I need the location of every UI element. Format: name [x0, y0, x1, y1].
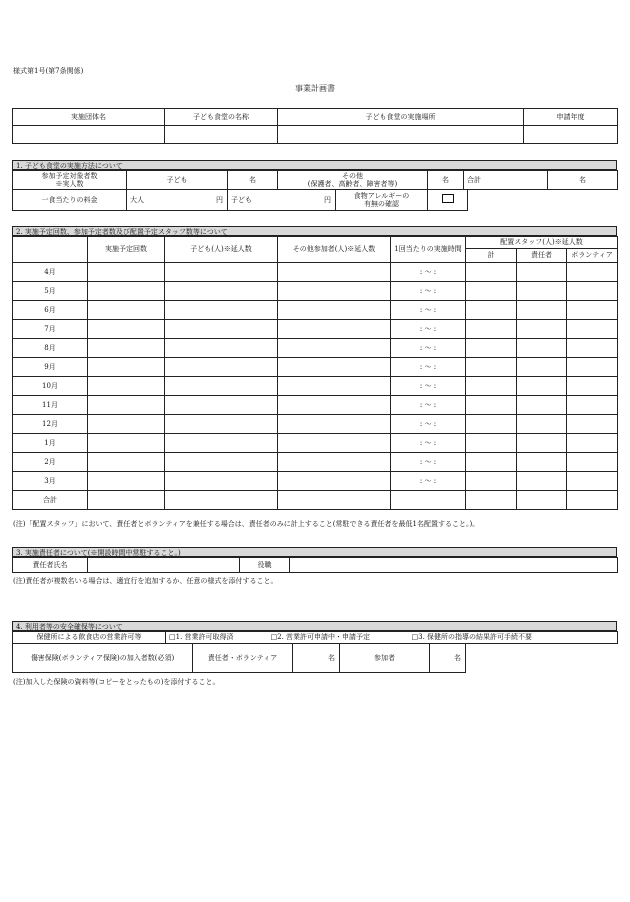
month-row: [13, 434, 618, 453]
plan-cell[interactable]: [567, 301, 618, 320]
plan-cell[interactable]: [278, 282, 391, 301]
plan-cell[interactable]: [466, 434, 517, 453]
month-label: 11月: [13, 396, 88, 415]
section-1-title: 1. 子ども食堂の実施方法について: [12, 160, 617, 170]
plan-cell[interactable]: [567, 358, 618, 377]
header-others: その他参加者(人)※延人数: [278, 237, 391, 263]
plan-cell[interactable]: [278, 263, 391, 282]
plan-cell[interactable]: [517, 263, 567, 282]
plan-cell[interactable]: [165, 358, 278, 377]
plan-cell[interactable]: [466, 415, 517, 434]
plan-cell[interactable]: [466, 263, 517, 282]
header-location: 子ども食堂の実施場所: [278, 109, 524, 126]
plan-cell[interactable]: [567, 434, 618, 453]
header-month-blank: [13, 237, 88, 263]
other-unit[interactable]: 名: [428, 171, 464, 190]
child-fee-yen[interactable]: 円: [268, 190, 336, 211]
permit-option-1[interactable]: □1. 営業許可取得済: [166, 632, 268, 644]
plan-cell[interactable]: [517, 434, 567, 453]
plan-cell[interactable]: [88, 377, 165, 396]
plan-cell[interactable]: [278, 358, 391, 377]
time-field[interactable]: : ～ :: [391, 377, 466, 396]
header-fiscal-year: 申請年度: [524, 109, 618, 126]
plan-cell[interactable]: [165, 339, 278, 358]
time-field[interactable]: : ～ :: [391, 320, 466, 339]
header-time: 1回当たりの実施時間: [391, 237, 466, 263]
plan-cell[interactable]: [165, 377, 278, 396]
month-label: 7月: [13, 320, 88, 339]
month-label: 1月: [13, 434, 88, 453]
header-staff-total: 計: [466, 249, 517, 263]
participants-label: 参加予定対象者数 ※実人数: [13, 171, 127, 190]
plan-cell[interactable]: [165, 282, 278, 301]
time-field[interactable]: : ～ :: [391, 282, 466, 301]
plan-cell[interactable]: [466, 282, 517, 301]
allergy-checkbox[interactable]: [428, 190, 468, 211]
position-label: 役職: [240, 558, 290, 573]
permit-option-2[interactable]: □2. 営業許可申請中・申請予定: [268, 632, 409, 644]
plan-cell[interactable]: [88, 339, 165, 358]
month-row: [13, 339, 618, 358]
plan-cell[interactable]: [278, 453, 391, 472]
plan-cell[interactable]: [517, 320, 567, 339]
insurance-staff-label: 責任者・ボランティア: [193, 644, 293, 673]
plan-cell[interactable]: [567, 453, 618, 472]
fiscal-year-field[interactable]: [524, 126, 618, 144]
form-label: 様式第1号(第7条関係): [13, 67, 84, 75]
header-count: 実施予定回数: [88, 237, 165, 263]
position-field[interactable]: [290, 558, 618, 573]
cafeteria-name-field[interactable]: [165, 126, 278, 144]
adult-fee-yen[interactable]: 円: [180, 190, 228, 211]
organization-field[interactable]: [13, 126, 165, 144]
child-label: 子ども: [228, 190, 268, 211]
header-children: 子ども(人)※延人数: [165, 237, 278, 263]
plan-cell[interactable]: [165, 415, 278, 434]
plan-cell[interactable]: [165, 320, 278, 339]
plan-cell[interactable]: [466, 377, 517, 396]
plan-cell[interactable]: [88, 282, 165, 301]
month-label: 6月: [13, 301, 88, 320]
plan-cell[interactable]: [466, 301, 517, 320]
plan-cell[interactable]: [466, 358, 517, 377]
month-row: [13, 472, 618, 491]
responsible-name-field[interactable]: [88, 558, 240, 573]
month-label: 9月: [13, 358, 88, 377]
plan-cell[interactable]: [466, 491, 517, 510]
plan-cell[interactable]: [567, 491, 618, 510]
total-label: 合計: [464, 171, 548, 190]
plan-cell[interactable]: [278, 377, 391, 396]
plan-cell[interactable]: [278, 415, 391, 434]
plan-cell[interactable]: [88, 358, 165, 377]
insurance-participants-count[interactable]: 名: [430, 644, 466, 673]
plan-cell[interactable]: [88, 301, 165, 320]
month-row: [13, 320, 618, 339]
plan-cell[interactable]: [567, 263, 618, 282]
plan-cell[interactable]: [165, 453, 278, 472]
plan-cell[interactable]: [88, 491, 165, 510]
plan-cell[interactable]: [466, 396, 517, 415]
adult-label: 大人: [127, 190, 180, 211]
month-row: [13, 282, 618, 301]
plan-cell[interactable]: [567, 377, 618, 396]
plan-cell[interactable]: [165, 472, 278, 491]
header-organization: 実施団体名: [13, 109, 165, 126]
insurance-staff-count[interactable]: 名: [293, 644, 340, 673]
time-field[interactable]: : ～ :: [391, 358, 466, 377]
plan-cell[interactable]: [88, 263, 165, 282]
plan-cell[interactable]: [165, 491, 278, 510]
plan-cell[interactable]: [88, 320, 165, 339]
children-label: 子ども: [127, 171, 228, 190]
plan-cell[interactable]: [88, 472, 165, 491]
plan-cell[interactable]: [517, 339, 567, 358]
plan-cell[interactable]: [466, 320, 517, 339]
plan-cell[interactable]: [567, 472, 618, 491]
month-label: 2月: [13, 453, 88, 472]
plan-cell[interactable]: [567, 320, 618, 339]
header-staff: 配置スタッフ(人)※延人数: [466, 237, 618, 249]
section-2-title: 2. 実施予定回数、参加予定者数及び配置予定スタッフ数等について: [12, 226, 617, 236]
section-1-table-a: [12, 170, 618, 190]
responsible-name-label: 責任者氏名: [13, 558, 88, 573]
plan-cell[interactable]: [466, 339, 517, 358]
fee-label: 一食当たりの料金: [13, 190, 127, 211]
plan-cell[interactable]: [278, 491, 391, 510]
plan-cell[interactable]: [517, 396, 567, 415]
plan-cell[interactable]: [88, 453, 165, 472]
plan-cell[interactable]: [567, 282, 618, 301]
plan-cell[interactable]: [466, 472, 517, 491]
time-field[interactable]: : ～ :: [391, 301, 466, 320]
plan-cell[interactable]: [278, 396, 391, 415]
plan-cell[interactable]: [466, 453, 517, 472]
plan-cell[interactable]: [278, 434, 391, 453]
plan-cell[interactable]: [88, 415, 165, 434]
section-3-title: 3. 実施責任者について(※開設時間中常駐すること。): [12, 547, 617, 557]
month-label: 10月: [13, 377, 88, 396]
responsible-table: [12, 557, 618, 573]
applicant-table: [12, 108, 618, 144]
month-row: [13, 415, 618, 434]
plan-cell[interactable]: [278, 301, 391, 320]
section-4-title: 4. 利用者等の安全確保等について: [12, 621, 617, 631]
month-row: [13, 377, 618, 396]
plan-cell[interactable]: [165, 396, 278, 415]
total-unit[interactable]: 名: [548, 171, 618, 190]
month-label: 5月: [13, 282, 88, 301]
plan-cell[interactable]: [567, 339, 618, 358]
plan-cell[interactable]: [517, 301, 567, 320]
month-label: 3月: [13, 472, 88, 491]
plan-cell[interactable]: [517, 491, 567, 510]
month-row: [13, 396, 618, 415]
header-staff-volunteer: ボランティア: [567, 249, 618, 263]
children-unit[interactable]: 名: [228, 171, 278, 190]
permit-option-3[interactable]: □3. 保健所の指導の結果許可手続不要: [409, 632, 618, 644]
location-field[interactable]: [278, 126, 524, 144]
month-label: 8月: [13, 339, 88, 358]
month-label: 12月: [13, 415, 88, 434]
plan-cell[interactable]: [567, 415, 618, 434]
plan-cell[interactable]: [165, 301, 278, 320]
header-staff-leader: 責任者: [517, 249, 567, 263]
plan-table: [12, 236, 618, 510]
insurance-participants-label: 参加者: [340, 644, 430, 673]
time-field[interactable]: : ～ :: [391, 339, 466, 358]
plan-cell[interactable]: [391, 491, 466, 510]
page-title: 事業計画書: [295, 84, 335, 93]
section-3-note: (注)責任者が複数名いる場合は、適宜行を追加するか、任意の様式を添付すること。: [13, 577, 278, 585]
plan-cell[interactable]: [88, 396, 165, 415]
section-2-note: (注)「配置スタッフ」において、責任者とボランティアを兼任する場合は、責任者のみに計上すること(常駐できる責任者を最低1名配置すること。)。: [13, 520, 480, 528]
month-row: [13, 263, 618, 282]
allergy-label: 食物アレルギーの 有無の確認: [336, 190, 428, 211]
plan-cell[interactable]: [278, 320, 391, 339]
checkbox-icon: [442, 194, 454, 203]
section-1-table-b: [12, 189, 468, 211]
total-label: 合計: [13, 491, 88, 510]
plan-cell[interactable]: [88, 434, 165, 453]
plan-cell[interactable]: [517, 358, 567, 377]
permit-label: 保健所による飲食店の営業許可等: [13, 632, 166, 644]
month-row: [13, 301, 618, 320]
plan-cell[interactable]: [278, 339, 391, 358]
plan-cell[interactable]: [278, 472, 391, 491]
month-row: [13, 358, 618, 377]
plan-cell[interactable]: [517, 472, 567, 491]
time-field[interactable]: : ～ :: [391, 396, 466, 415]
plan-cell[interactable]: [517, 453, 567, 472]
insurance-table: [12, 643, 466, 673]
plan-cell[interactable]: [517, 377, 567, 396]
header-cafeteria-name: 子ども食堂の名称: [165, 109, 278, 126]
plan-cell[interactable]: [165, 263, 278, 282]
total-row: [13, 491, 618, 510]
plan-cell[interactable]: [517, 415, 567, 434]
time-field[interactable]: : ～ :: [391, 263, 466, 282]
month-row: [13, 453, 618, 472]
plan-cell[interactable]: [517, 282, 567, 301]
section-4-note: (注)加入した保険の資料等(コピーをとったもの)を添付すること。: [13, 678, 220, 686]
time-field[interactable]: : ～ :: [391, 472, 466, 491]
insurance-label: 傷害保険(ボランティア保険)の加入者数(必須): [13, 644, 193, 673]
month-label: 4月: [13, 263, 88, 282]
plan-cell[interactable]: [165, 434, 278, 453]
time-field[interactable]: : ～ :: [391, 434, 466, 453]
plan-cell[interactable]: [567, 396, 618, 415]
other-label: その他 (保護者、高齢者、障害者等): [278, 171, 428, 190]
time-field[interactable]: : ～ :: [391, 415, 466, 434]
time-field[interactable]: : ～ :: [391, 453, 466, 472]
